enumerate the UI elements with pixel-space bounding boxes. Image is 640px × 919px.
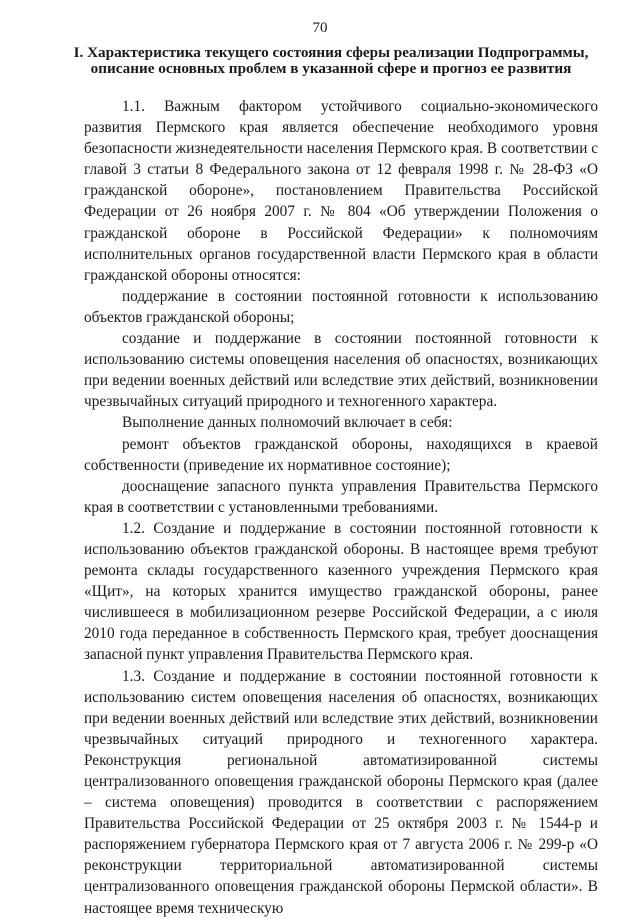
paragraph-implementation: Выполнение данных полномочий включает в себя: bbox=[122, 414, 453, 432]
paragraph-list-item-warning-system: создание и поддержание в состоянии постоянной готовности к использованию системы оповещения населения об опасностях, возникающих при ведении военных действий или вследствие этих действий, возникновении чрезвычайных ситуаций природного и техногенного характера. bbox=[84, 330, 598, 411]
paragraph-1-3: 1.3. Создание и поддержание в состоянии постоянной готовности к использованию систем оповещения населения об опасностях, возникающих при ведении военных действий или вследствие этих действий, возникновении чрезвычайных ситуаций природного и техногенного характера. Реконструкция региональной автоматизированной системы централизованного оповещения гражданской обороны Пермского края (далее – система оповещения) проводится в соответствии с распоряжением Правительства Российской Федерации от 25 октября 2003 г. № 1544-р и распоряжением губернатора Пермского края от 7 августа 2006 г. № 299-р «О реконструкции территориальной автоматизированной системы централизованного оповещения гражданской обороны Пермской области». В настоящее время техническую bbox=[84, 667, 598, 917]
page-number: 70 bbox=[312, 20, 328, 36]
paragraph-1-1: 1.1. Важным фактором устойчивого социально-экономического развития Пермского края является обеспечение необходимого уровня безопасности жизнедеятельности населения Пермского края. В соответствии с главой 3 статьи 8 Федерального закона от 12 февраля 1998 г. № 28-ФЗ «О гражданской обороне», постановлением Правительства Российской Федерации от 26 ноября 2007 г. № 804 «Об утверждении Положения о гражданской обороне в Российской Федерации» к полномочиям исполнительных органов государственной власти Пермского края в области гражданской обороны относятся: bbox=[84, 98, 599, 284]
body-text bbox=[84, 96, 598, 919]
paragraph-list-item-equipment: дооснащение запасного пункта управления Правительства Пермского края в соответствии с установленными требованиями. bbox=[84, 477, 598, 516]
paragraph-1-2: 1.2. Создание и поддержание в состоянии постоянной готовности к использованию объектов гражданской обороны. В настоящее время требуют ремонта склады государственного казенного учреждения Пермского края «Щит», на которых хранится имущество гражданской обороны, ранее числившееся в мобилизационном резерве Российской Федерации, а с июля 2010 года переданное в собственность Пермского края, требует дооснащения запасной пункт управления Правительства Пермского края. bbox=[84, 519, 598, 664]
paragraph-list-item-repair: ремонт объектов гражданской обороны, находящихся в краевой собственности (приведение их нормативное состояние); bbox=[84, 435, 598, 474]
section-heading: I. Характеристика текущего состояния сферы реализации Подпрограммы, описание основных проблем в указанной сфере и прогноз ее развития bbox=[73, 44, 589, 77]
paragraph-list-item-readiness: поддержание в состоянии постоянной готовности к использованию объектов гражданской обороны; bbox=[84, 287, 598, 326]
